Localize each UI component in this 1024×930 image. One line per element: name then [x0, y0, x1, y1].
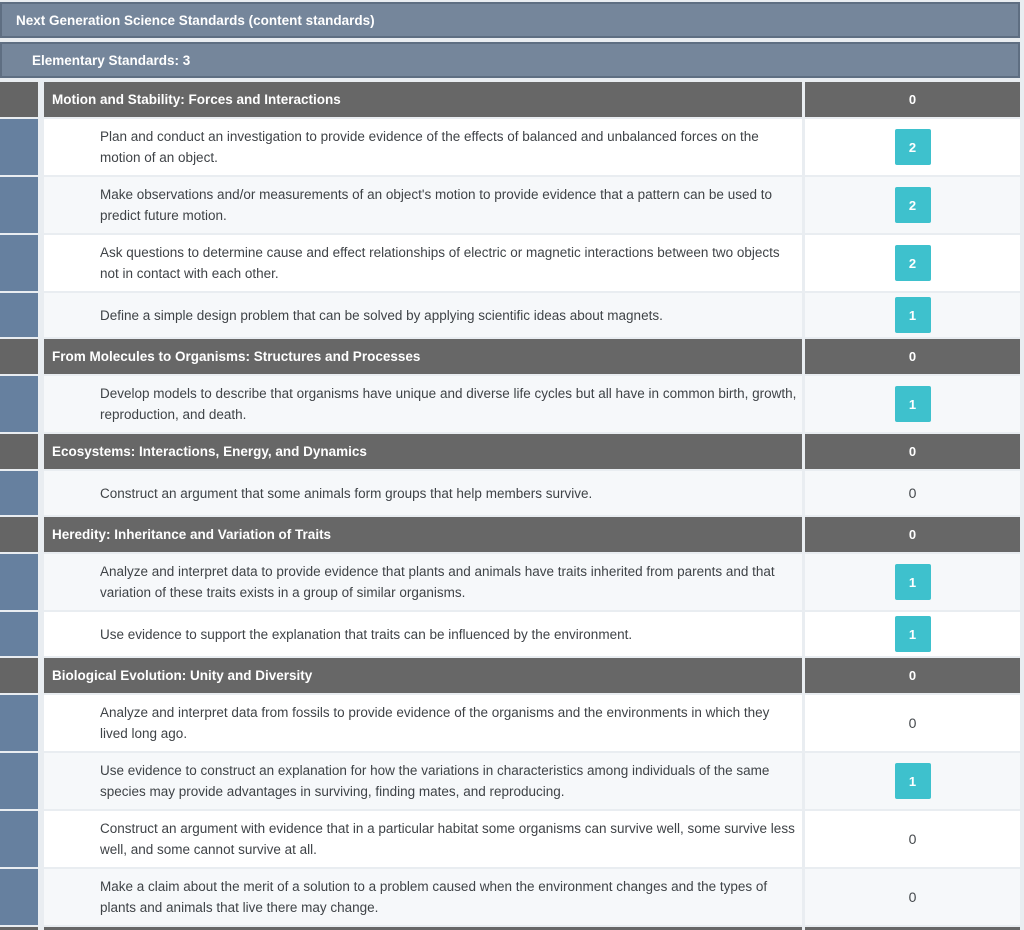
standard-count-cell: [805, 376, 1020, 432]
section-count: 0: [908, 527, 917, 542]
section-header-row[interactable]: [0, 434, 1020, 469]
standard-count-cell: [805, 695, 1020, 751]
count-value: 0: [908, 715, 917, 731]
grade-band-bar[interactable]: [0, 42, 1020, 78]
standards-header-bar: [0, 2, 1020, 38]
section-title-cell: [44, 339, 802, 374]
standard-count-cell: [805, 612, 1020, 656]
standard-row: [0, 177, 1020, 233]
section-count: 0: [908, 668, 917, 683]
standard-text-cell: [44, 471, 802, 515]
section-title: From Molecules to Organisms: Structures and Processes: [52, 349, 421, 364]
section-count: 0: [908, 444, 917, 459]
standard-text-cell: [44, 119, 802, 175]
standard-row: [0, 554, 1020, 610]
row-indicator-block: [0, 554, 38, 610]
row-indicator-block: [0, 119, 38, 175]
standard-count-cell: [805, 811, 1020, 867]
standard-text-cell: [44, 612, 802, 656]
standard-text-cell: [44, 554, 802, 610]
standard-row: [0, 695, 1020, 751]
row-indicator-block: [0, 811, 38, 867]
row-indicator-block: [0, 177, 38, 233]
standard-description: Plan and conduct an investigation to provide evidence of the effects of balanced and unbalanced forces on the motion of an object.: [100, 129, 759, 165]
section-indicator-block: [0, 517, 38, 552]
standard-count-cell: [805, 554, 1020, 610]
section-indicator-block: [0, 434, 38, 469]
count-value: 0: [908, 831, 917, 847]
row-indicator-block: [0, 869, 38, 925]
standard-text-cell: [44, 753, 802, 809]
standard-count-cell: [805, 471, 1020, 515]
standard-description: Use evidence to support the explanation that traits can be influenced by the environment.: [100, 626, 633, 642]
section-title: Motion and Stability: Forces and Interactions: [52, 92, 341, 107]
section-count: 0: [908, 92, 917, 107]
section-count-cell: [805, 82, 1020, 117]
section-title-cell: [44, 434, 802, 469]
section-header-row[interactable]: [0, 658, 1020, 693]
count-value: 0: [908, 485, 917, 501]
standard-row: [0, 612, 1020, 656]
standard-text-cell: [44, 293, 802, 337]
row-indicator-block: [0, 471, 38, 515]
standard-row: [0, 119, 1020, 175]
section-indicator-block: [0, 82, 38, 117]
standard-row: [0, 869, 1020, 925]
count-badge[interactable]: 1: [895, 297, 931, 333]
standard-count-cell: [805, 869, 1020, 925]
row-indicator-block: [0, 235, 38, 291]
section-title: Heredity: Inheritance and Variation of Traits: [52, 527, 332, 542]
count-badge[interactable]: 1: [895, 616, 931, 652]
row-indicator-block: [0, 695, 38, 751]
standard-count-cell: [805, 119, 1020, 175]
row-indicator-block: [0, 376, 38, 432]
count-badge[interactable]: 1: [895, 564, 931, 600]
standard-count-cell: [805, 753, 1020, 809]
section-count-cell: [805, 434, 1020, 469]
standard-text-cell: [44, 869, 802, 925]
standard-row: [0, 235, 1020, 291]
section-count-cell: [805, 658, 1020, 693]
standard-text-cell: [44, 177, 802, 233]
standard-description: Construct an argument with evidence that in a particular habitat some organisms can survive well, some survive less well, and some cannot survive at all.: [100, 821, 795, 857]
count-badge[interactable]: 1: [895, 763, 931, 799]
standard-text-cell: [44, 235, 802, 291]
section-title-cell: [44, 82, 802, 117]
section-header-row[interactable]: [0, 517, 1020, 552]
section-count-cell: [805, 517, 1020, 552]
section-title: Biological Evolution: Unity and Diversity: [52, 668, 313, 683]
standard-description: Make observations and/or measurements of an object's motion to provide evidence that a pattern can be used to predict future motion.: [100, 187, 772, 223]
section-title-cell: [44, 517, 802, 552]
row-indicator-block: [0, 753, 38, 809]
section-count-cell: [805, 339, 1020, 374]
standard-row: [0, 376, 1020, 432]
section-title: Ecosystems: Interactions, Energy, and Dynamics: [52, 444, 367, 459]
standard-description: Define a simple design problem that can be solved by applying scientific ideas about magnets.: [100, 307, 663, 323]
count-badge[interactable]: 2: [895, 245, 931, 281]
count-value: 0: [908, 889, 917, 905]
standard-row: [0, 811, 1020, 867]
standard-description: Use evidence to construct an explanation for how the variations in characteristics among individuals of the same species may provide advantages in surviving, finding mates, and reproducing.: [100, 763, 770, 799]
standard-text-cell: [44, 376, 802, 432]
standard-text-cell: [44, 811, 802, 867]
row-indicator-block: [0, 612, 38, 656]
standard-description: Develop models to describe that organisms have unique and diverse life cycles but all have in common birth, growth, reproduction, and death.: [100, 386, 797, 422]
count-badge[interactable]: 2: [895, 187, 931, 223]
standards-rows: [0, 82, 1020, 930]
count-badge[interactable]: 2: [895, 129, 931, 165]
standard-text-cell: [44, 695, 802, 751]
standard-count-cell: [805, 177, 1020, 233]
section-header-row[interactable]: [0, 82, 1020, 117]
standard-description: Analyze and interpret data to provide evidence that plants and animals have traits inherited from parents and that variation of these traits exists in a group of similar organisms.: [100, 564, 775, 600]
section-indicator-block: [0, 658, 38, 693]
standard-description: Ask questions to determine cause and effect relationships of electric or magnetic interactions between two objects not in contact with each other.: [100, 245, 780, 281]
standard-count-cell: [805, 293, 1020, 337]
section-count: 0: [908, 349, 917, 364]
standard-description: Construct an argument that some animals form groups that help members survive.: [100, 485, 593, 501]
row-indicator-block: [0, 293, 38, 337]
standard-row: [0, 753, 1020, 809]
standard-count-cell: [805, 235, 1020, 291]
standard-description: Make a claim about the merit of a solution to a problem caused when the environment changes and the types of plants and animals that live there may change.: [100, 879, 768, 915]
standard-description: Analyze and interpret data from fossils to provide evidence of the organisms and the environments in which they lived long ago.: [100, 705, 770, 741]
section-header-row[interactable]: [0, 339, 1020, 374]
grade-band-title: Elementary Standards: 3: [32, 52, 191, 68]
section-title-cell: [44, 658, 802, 693]
count-badge[interactable]: 1: [895, 386, 931, 422]
section-indicator-block: [0, 339, 38, 374]
standard-row: [0, 471, 1020, 515]
standards-header-title: Next Generation Science Standards (content standards): [16, 12, 375, 28]
standard-row: [0, 293, 1020, 337]
